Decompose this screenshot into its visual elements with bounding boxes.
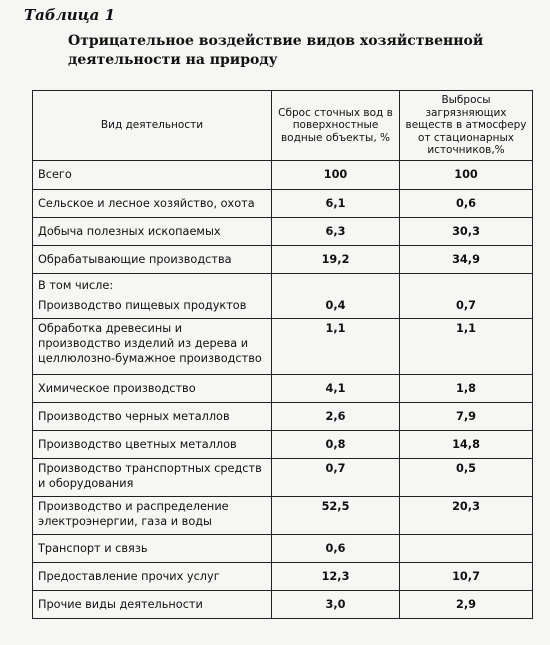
water-value: 1,1	[272, 319, 400, 375]
header-activity: Вид деятельности	[33, 91, 272, 161]
row-label: Производство и распределение электроэнергии, газа и воды	[33, 497, 272, 535]
data-table	[32, 90, 533, 619]
table-caption: Таблица 1	[24, 6, 116, 24]
water-value: 0,7	[272, 459, 400, 497]
air-value: 0,5	[400, 459, 533, 497]
table-title: Отрицательное воздействие видов хозяйственной деятельности на природу	[68, 33, 484, 68]
water-value: 100	[272, 160, 400, 189]
air-value: 1,8	[400, 375, 533, 403]
air-value: 0,7	[400, 293, 533, 319]
water-value: 6,3	[272, 217, 400, 245]
table-row	[33, 591, 533, 619]
air-value: 100	[400, 160, 533, 189]
table-row	[33, 217, 533, 245]
header-air: Выбросы загрязняющих веществ в атмосферу от стационарных источников,%	[400, 91, 533, 161]
table-row	[33, 497, 533, 535]
header-water: Сброс сточных вод в поверхностные водные объекты, %	[272, 91, 400, 161]
table-row	[33, 160, 533, 189]
header-row	[33, 91, 533, 161]
row-label: Производство транспортных средств и оборудования	[33, 459, 272, 497]
row-label: Всего	[33, 160, 272, 189]
table-row	[33, 293, 533, 319]
table-row	[33, 189, 533, 217]
row-label: Транспорт и связь	[33, 535, 272, 563]
row-label: Обрабатывающие производства	[33, 245, 272, 273]
water-value: 52,5	[272, 497, 400, 535]
air-value: 1,1	[400, 319, 533, 375]
table-row	[33, 459, 533, 497]
row-label: Химическое производство	[33, 375, 272, 403]
water-value: 0,4	[272, 293, 400, 319]
water-value: 4,1	[272, 375, 400, 403]
subheader-row	[33, 273, 533, 293]
water-value: 19,2	[272, 245, 400, 273]
water-value: 3,0	[272, 591, 400, 619]
air-value: 10,7	[400, 563, 533, 591]
air-value: 2,9	[400, 591, 533, 619]
air-value: 34,9	[400, 245, 533, 273]
air-value: 14,8	[400, 431, 533, 459]
row-label: Прочие виды деятельности	[33, 591, 272, 619]
row-label: Сельское и лесное хозяйство, охота	[33, 189, 272, 217]
row-label: Обработка древесины и производство изделий из дерева и целлюлозно-бумажное производство	[33, 319, 272, 375]
water-value: 0,8	[272, 431, 400, 459]
table-row	[33, 563, 533, 591]
table-row	[33, 245, 533, 273]
water-value: 12,3	[272, 563, 400, 591]
air-value: 7,9	[400, 403, 533, 431]
row-label: Производство пищевых продуктов	[33, 293, 272, 319]
table-row	[33, 319, 533, 375]
row-label: Добыча полезных ископаемых	[33, 217, 272, 245]
air-value: 0,6	[400, 189, 533, 217]
water-value: 6,1	[272, 189, 400, 217]
air-value	[400, 535, 533, 563]
table-row	[33, 403, 533, 431]
table-row	[33, 431, 533, 459]
row-label: Предоставление прочих услуг	[33, 563, 272, 591]
table-row	[33, 375, 533, 403]
row-label: Производство черных металлов	[33, 403, 272, 431]
row-label: Производство цветных металлов	[33, 431, 272, 459]
air-value: 30,3	[400, 217, 533, 245]
water-value: 2,6	[272, 403, 400, 431]
air-value: 20,3	[400, 497, 533, 535]
water-value: 0,6	[272, 535, 400, 563]
table-row	[33, 535, 533, 563]
subheader-label: В том числе:	[33, 273, 272, 293]
